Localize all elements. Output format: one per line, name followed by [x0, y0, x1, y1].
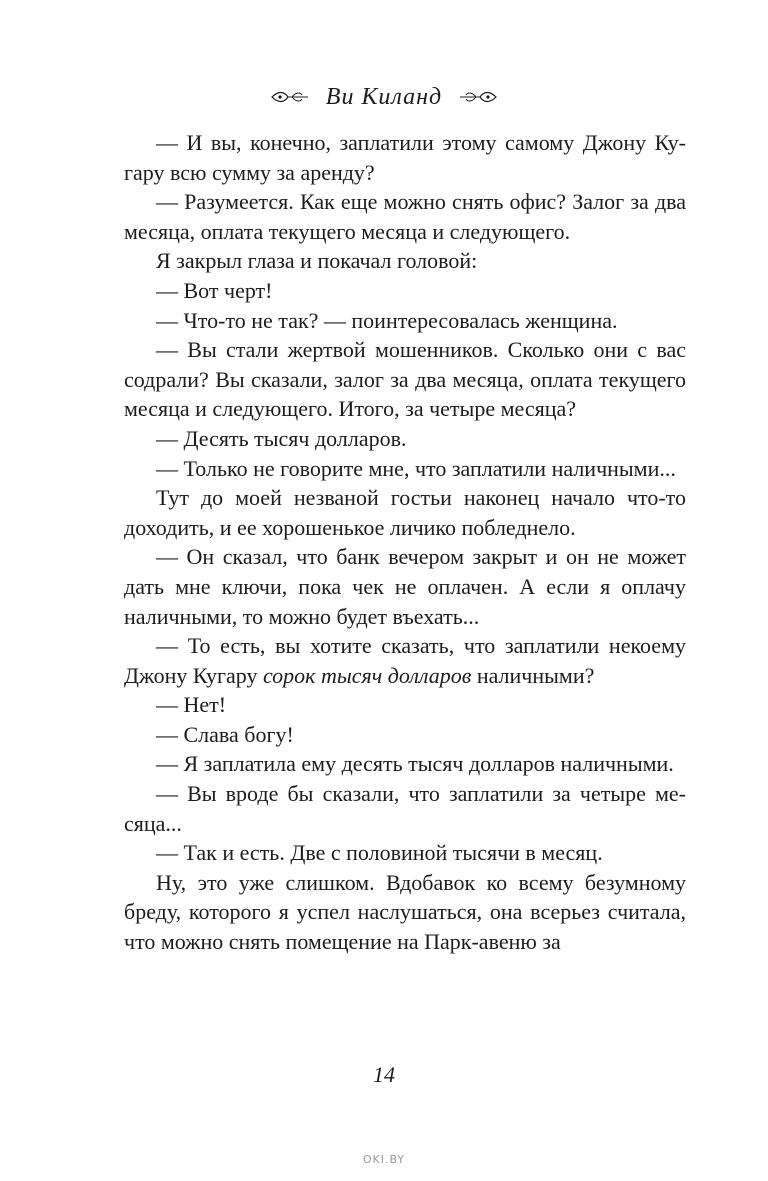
paragraph: — Вот черт!	[156, 277, 273, 303]
paragraph-with-emphasis	[124, 631, 686, 690]
paragraph: — Разумеется. Как еще можно снять офис? Залог за два месяца, оплата текущего месяца и следующего.	[124, 189, 686, 244]
paragraph-text-before: — То есть, вы хотите сказать, что заплатили некоему Джону Кугару	[124, 633, 686, 688]
paragraph: — И вы, конечно, заплатили этому самому Джону Кугару всю сумму за аренду?	[124, 130, 686, 185]
paragraph: Ну, это уже слишком. Вдобавок ко всему безумному бреду, которого я успел наслушаться, она всерьез считала, что можно снять помещение на Парк-авеню за	[124, 869, 686, 955]
paragraph: — Что-то не так? — поинтересовалась женщина.	[156, 307, 618, 333]
paragraph: Я закрыл глаза и покачал головой:	[156, 248, 478, 274]
paragraph: — Вы стали жертвой мошенников. Сколько они с вас содрали? Вы сказали, залог за два месяца, оплата текущего месяца и следующего. Итого, за четыре месяца?	[124, 337, 686, 422]
paragraph: — Нет!	[156, 692, 227, 718]
page-number: 14	[373, 1062, 395, 1087]
paragraph-text-after: наличными?	[471, 662, 595, 688]
paragraph: — Слава богу!	[156, 721, 294, 747]
page-body-text	[124, 128, 686, 957]
flourish-ornament-left-icon	[270, 89, 310, 105]
paragraph: — Он сказал, что банк вечером закрыт и он не может дать мне ключи, пока чек не оплачен. А если я оплачу наличными, то можно будет въехать...	[124, 544, 686, 629]
flourish-ornament-right-icon	[458, 89, 498, 105]
book-author-title: Ви Киланд	[325, 83, 443, 110]
emphasized-phrase: сорок тысяч долларов	[262, 662, 472, 688]
paragraph: — Только не говорите мне, что заплатили наличными...	[156, 455, 676, 481]
site-watermark: OKI.BY	[362, 1153, 406, 1166]
paragraph: Тут до моей незваной гостьи наконец начало что-то доходить, и ее хорошенькое личико побледнело.	[124, 485, 686, 540]
paragraph: — Вы вроде бы сказали, что заплатили за четыре месяца...	[124, 781, 686, 836]
paragraph: — Десять тысяч долларов.	[156, 425, 407, 451]
paragraph: — Так и есть. Две с половиной тысячи в месяц.	[156, 840, 603, 866]
running-header	[0, 80, 768, 114]
paragraph: — Я заплатила ему десять тысяч долларов наличными.	[156, 751, 674, 777]
